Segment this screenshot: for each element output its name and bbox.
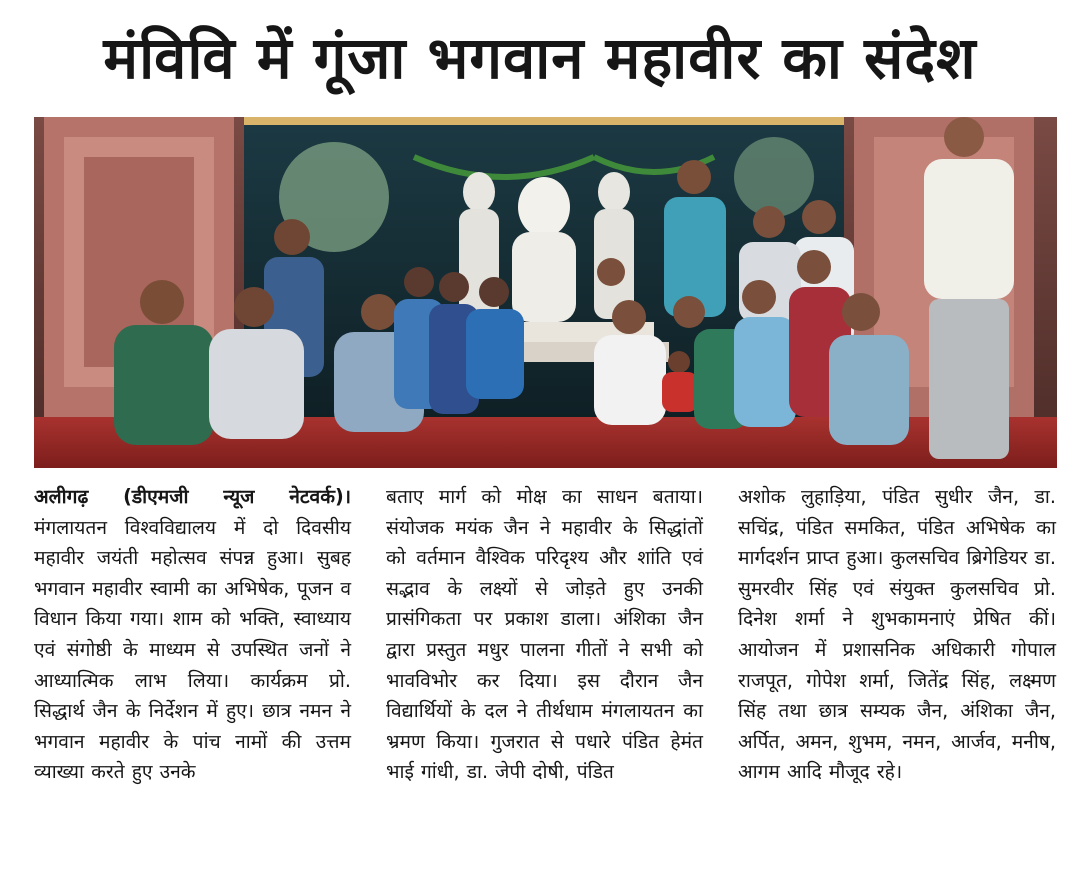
article-column-2 [386,482,703,788]
article-column-2-text: बताए मार्ग को मोक्ष का साधन बताया। संयोजक मयंक जैन ने महावीर के सिद्धांतों को वर्तमान वैश्विक परिदृश्य और शांति एवं सद्भाव के लक्ष्यों से जोड़ते हुए उनकी प्रासंगिकता पर प्रकाश डाला। अंशिका जैन द्वारा प्रस्तुत मधुर पालना गीतों ने सभी को भावविभोर कर दिया। इस दौरान जैन विद्यार्थियों के दल ने तीर्थधाम मंगलायतन का भ्रमण किया। गुजरात से पधारे पंडित हेमंत भाई गांधी, डा. जेपी दोषी, पंडित [386,485,703,784]
group-photo-illustration [34,117,1057,468]
article-column-1-text: मंगलायतन विश्वविद्यालय में दो दिवसीय महावीर जयंती महोत्सव संपन्न हुआ। सुबह भगवान महावीर स्वामी का अभिषेक, पूजन व विधान किया गया। शाम को भक्ति, स्वाध्याय एवं संगोष्ठी के माध्यम से उपस्थित जनों ने आध्यात्मिक लाभ लिया। कार्यक्रम प्रो. सिद्धार्थ जैन के निर्देशन में हुए। छात्र नमन ने भगवान महावीर के पांच नामों की उत्तम व्याख्या करते हुए उनके [34,515,351,784]
article-dateline: अलीगढ़ (डीएमजी न्यूज नेटवर्क)। [34,485,351,508]
news-photo [34,117,1057,468]
article-column-1 [34,482,351,788]
headline: मंविवि में गूंजा भगवान महावीर का संदेश [103,24,977,92]
article-column-3 [738,482,1056,788]
article-column-3-text: अशोक लुहाड़िया, पंडित सुधीर जैन, डा. सचिंद्र, पंडित समकित, पंडित अभिषेक का मार्गदर्शन प्राप्त हुआ। कुलसचिव ब्रिगेडियर डा. सुमरवीर सिंह एवं संयुक्त कुलसचिव प्रो. दिनेश शर्मा ने शुभकामनाएं प्रेषित कीं। आयोजन में प्रशासनिक अधिकारी गोपाल राजपूत, गोपेश शर्मा, जितेंद्र सिंह, लक्ष्मण सिंह तथा छात्र सम्यक जैन, अंशिका जैन, अर्पित, अमन, शुभम, नमन, आर्जव, मनीष, आगम आदि मौजूद रहे। [738,485,1056,784]
